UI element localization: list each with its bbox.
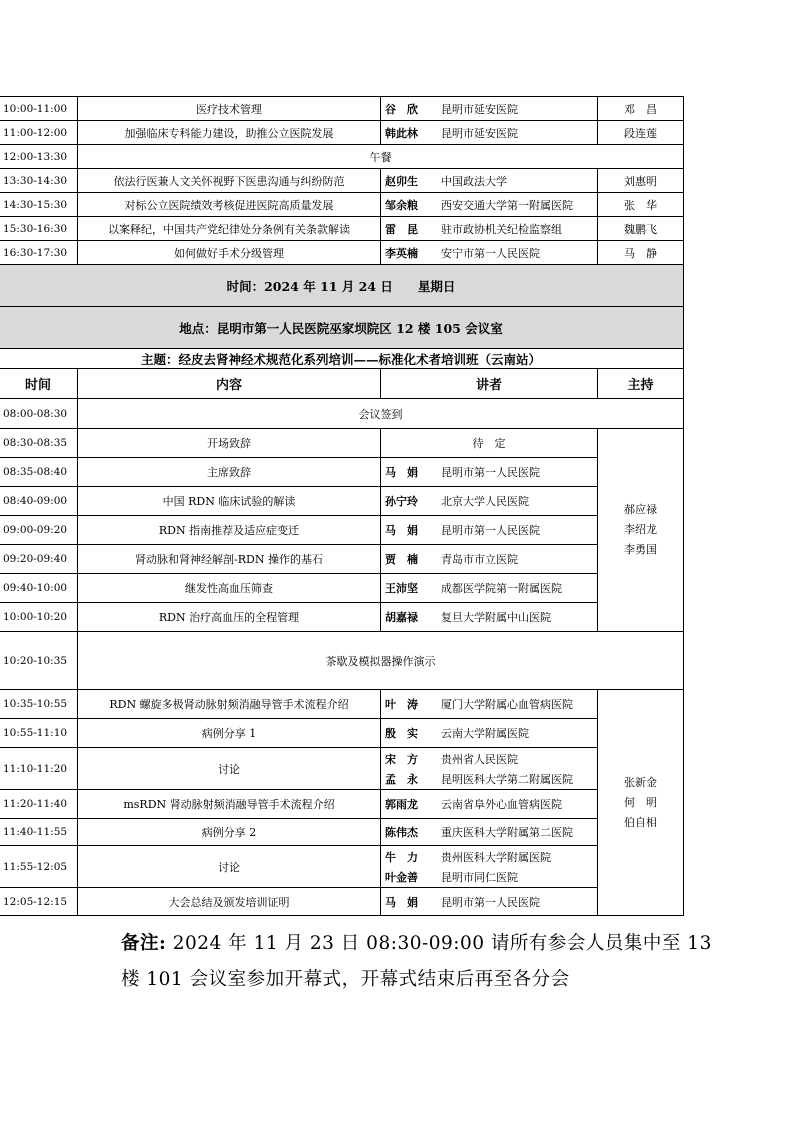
host-name: 李勇国 xyxy=(624,543,657,556)
speaker-name: 陈伟杰 xyxy=(385,826,418,839)
time-cell: 12:00-13:30 xyxy=(0,145,78,169)
host-name: 何 明 xyxy=(624,795,657,809)
content-cell: 依法行医兼人文关怀视野下医患沟通与纠纷防范 xyxy=(78,169,381,193)
speaker-org: 复旦大学附属中山医院 xyxy=(441,611,551,624)
speaker-cell xyxy=(381,888,598,916)
time-cell: 10:35-10:55 xyxy=(0,690,78,719)
content-cell: 继发性高血压筛查 xyxy=(78,574,381,603)
speaker-cell xyxy=(381,719,598,748)
speaker-cell xyxy=(381,487,598,516)
speaker-cell xyxy=(381,603,598,632)
table-row xyxy=(0,846,684,888)
time-cell: 14:30-15:30 xyxy=(0,193,78,217)
time-cell: 08:00-08:30 xyxy=(0,399,78,429)
header-host: 主持 xyxy=(598,369,684,399)
time-cell: 10:20-10:35 xyxy=(0,632,78,690)
remark-label: 备注: xyxy=(121,933,167,954)
time-cell: 11:10-11:20 xyxy=(0,748,78,790)
table-row xyxy=(0,399,684,429)
host-cell: 魏鹏飞 xyxy=(598,217,684,241)
speaker-org: 昆明医科大学第二附属医院 xyxy=(441,772,573,786)
tea-cell: 茶歇及模拟器操作演示 xyxy=(78,632,684,690)
speaker-cell xyxy=(381,241,598,265)
content-cell: 讨论 xyxy=(78,846,381,888)
host-cell: 邓 昌 xyxy=(598,97,684,121)
table-row xyxy=(0,97,684,121)
table-row xyxy=(0,545,684,574)
host-cell: 张 华 xyxy=(598,193,684,217)
host-cell: 刘惠明 xyxy=(598,169,684,193)
time-cell: 10:00-10:20 xyxy=(0,603,78,632)
speaker-name: 李英楠 xyxy=(385,246,418,260)
host-name: 伯自相 xyxy=(624,815,657,829)
content-cell: 如何做好手术分级管理 xyxy=(78,241,381,265)
speaker-org: 重庆医科大学附属第二医院 xyxy=(441,826,573,839)
speaker-org: 贵州省人民医院 xyxy=(441,752,518,766)
speaker-name: 牛 力 xyxy=(385,850,418,864)
table-row xyxy=(0,719,684,748)
content-cell: 中国 RDN 临床试验的解读 xyxy=(78,487,381,516)
host-cell: 马 静 xyxy=(598,241,684,265)
time-cell: 08:30-08:35 xyxy=(0,429,78,458)
content-cell: msRDN 肾动脉射频消融导管手术流程介绍 xyxy=(78,790,381,819)
time-cell: 09:40-10:00 xyxy=(0,574,78,603)
table-row xyxy=(0,458,684,487)
day-location: 地点：昆明市第一人民医院巫家坝院区 12 楼 105 会议室 xyxy=(0,307,684,349)
speaker-cell xyxy=(381,217,598,241)
speaker-cell xyxy=(381,790,598,819)
table-row xyxy=(0,121,684,145)
theme-row xyxy=(0,349,684,369)
table-row xyxy=(0,690,684,719)
day-location-row xyxy=(0,307,684,349)
speaker-name: 马 娟 xyxy=(385,895,418,909)
speaker-name: 王沛坚 xyxy=(385,582,418,595)
signin-cell: 会议签到 xyxy=(78,399,684,429)
host-name: 张新金 xyxy=(624,775,657,789)
speaker-cell xyxy=(381,121,598,145)
table-row xyxy=(0,748,684,790)
content-cell: 大会总结及颁发培训证明 xyxy=(78,888,381,916)
header-speaker: 讲者 xyxy=(381,369,598,399)
speaker-name: 胡嘉禄 xyxy=(385,611,418,624)
speaker-org: 昆明市同仁医院 xyxy=(441,870,518,884)
time-cell: 11:40-11:55 xyxy=(0,819,78,846)
speaker-org: 昆明市延安医院 xyxy=(441,102,518,116)
speaker-org: 昆明市延安医院 xyxy=(441,126,518,140)
speaker-org: 北京大学人民医院 xyxy=(441,495,529,508)
speaker-cell xyxy=(381,574,598,603)
speaker-org: 云南大学附属医院 xyxy=(441,727,529,740)
table-row xyxy=(0,603,684,632)
speaker-name: 贾 楠 xyxy=(385,553,418,566)
speaker-name: 叶金善 xyxy=(385,870,418,884)
time-cell: 10:00-11:00 xyxy=(0,97,78,121)
table-row xyxy=(0,193,684,217)
speaker-cell: 待 定 xyxy=(381,429,598,458)
table-row xyxy=(0,169,684,193)
time-cell: 11:55-12:05 xyxy=(0,846,78,888)
time-cell: 16:30-17:30 xyxy=(0,241,78,265)
content-cell: 开场致辞 xyxy=(78,429,381,458)
speaker-name: 孙宁玲 xyxy=(385,495,418,508)
time-cell: 11:00-12:00 xyxy=(0,121,78,145)
speaker-cell xyxy=(381,97,598,121)
speaker-cell xyxy=(381,545,598,574)
speaker-cell xyxy=(381,458,598,487)
speaker-cell xyxy=(381,193,598,217)
speaker-name: 宋 方 xyxy=(385,752,418,766)
content-cell: RDN 指南推荐及适应症变迁 xyxy=(78,516,381,545)
header-content: 内容 xyxy=(78,369,381,399)
speaker-cell xyxy=(381,748,598,790)
speaker-cell xyxy=(381,516,598,545)
host-cell xyxy=(598,690,684,916)
speaker-org: 青岛市市立医院 xyxy=(441,553,518,566)
header-row xyxy=(0,369,684,399)
host-name: 郝应禄 xyxy=(624,503,657,516)
table-row xyxy=(0,487,684,516)
speaker-org: 昆明市第一人民医院 xyxy=(441,524,540,537)
speaker-name: 赵卯生 xyxy=(385,174,418,188)
time-cell: 13:30-14:30 xyxy=(0,169,78,193)
speaker-name: 叶 涛 xyxy=(385,698,418,711)
speaker-name: 马 娟 xyxy=(385,466,418,479)
content-cell: 对标公立医院绩效考核促进医院高质量发展 xyxy=(78,193,381,217)
content-cell: RDN 治疗高血压的全程管理 xyxy=(78,603,381,632)
time-cell: 08:35-08:40 xyxy=(0,458,78,487)
content-cell: 肾动脉和肾神经解剖-RDN 操作的基石 xyxy=(78,545,381,574)
speaker-org: 贵州医科大学附属医院 xyxy=(441,850,551,864)
host-cell xyxy=(598,429,684,632)
schedule-table xyxy=(0,96,684,916)
table-row xyxy=(0,632,684,690)
speaker-name: 雷 昆 xyxy=(385,222,418,236)
speaker-cell xyxy=(381,846,598,888)
content-cell: 医疗技术管理 xyxy=(78,97,381,121)
table-row xyxy=(0,790,684,819)
theme-title: 主题：经皮去肾神经术规范化系列培训——标准化术者培训班（云南站） xyxy=(0,349,684,369)
content-cell: 加强临床专科能力建设，助推公立医院发展 xyxy=(78,121,381,145)
table-row xyxy=(0,145,684,169)
table-row xyxy=(0,819,684,846)
speaker-org: 昆明市第一人民医院 xyxy=(441,466,540,479)
speaker-cell xyxy=(381,690,598,719)
speaker-org: 厦门大学附属心血管病医院 xyxy=(441,698,573,711)
remark-note xyxy=(121,926,721,998)
speaker-name: 邹余粮 xyxy=(385,198,418,212)
speaker-cell xyxy=(381,819,598,846)
time-cell: 11:20-11:40 xyxy=(0,790,78,819)
table-row xyxy=(0,241,684,265)
speaker-name: 韩此林 xyxy=(385,126,418,140)
table-row xyxy=(0,888,684,916)
content-cell: 以案释纪，中国共产党纪律处分条例有关条款解读 xyxy=(78,217,381,241)
speaker-org: 昆明市第一人民医院 xyxy=(441,895,540,909)
speaker-org: 西安交通大学第一附属医院 xyxy=(441,198,573,212)
speaker-org: 安宁市第一人民医院 xyxy=(441,246,540,260)
speaker-name: 孟 永 xyxy=(385,772,418,786)
table-row xyxy=(0,574,684,603)
time-cell: 15:30-16:30 xyxy=(0,217,78,241)
time-cell: 10:55-11:10 xyxy=(0,719,78,748)
table-row xyxy=(0,429,684,458)
lunch-cell: 午餐 xyxy=(78,145,684,169)
time-cell: 08:40-09:00 xyxy=(0,487,78,516)
host-name: 李绍龙 xyxy=(624,523,657,536)
speaker-name: 马 娟 xyxy=(385,524,418,537)
time-cell: 12:05-12:15 xyxy=(0,888,78,916)
content-cell: 主席致辞 xyxy=(78,458,381,487)
header-time: 时间 xyxy=(0,369,78,399)
speaker-org: 驻市政协机关纪检监察组 xyxy=(441,222,562,236)
day-time: 时间：2024 年 11 月 24 日 星期日 xyxy=(0,265,684,307)
content-cell: RDN 螺旋多极肾动脉射频消融导管手术流程介绍 xyxy=(78,690,381,719)
table-row xyxy=(0,516,684,545)
day-time-row xyxy=(0,265,684,307)
speaker-name: 谷 欣 xyxy=(385,102,418,116)
content-cell: 病例分享 1 xyxy=(78,719,381,748)
time-cell: 09:20-09:40 xyxy=(0,545,78,574)
speaker-org: 成都医学院第一附属医院 xyxy=(441,582,562,595)
content-cell: 病例分享 2 xyxy=(78,819,381,846)
time-cell: 09:00-09:20 xyxy=(0,516,78,545)
speaker-name: 郭雨龙 xyxy=(385,798,418,811)
speaker-cell xyxy=(381,169,598,193)
speaker-name: 殷 实 xyxy=(385,727,418,740)
speaker-org: 中国政法大学 xyxy=(441,174,507,188)
host-cell: 段连莲 xyxy=(598,121,684,145)
table-row xyxy=(0,217,684,241)
content-cell: 讨论 xyxy=(78,748,381,790)
speaker-org: 云南省阜外心血管病医院 xyxy=(441,798,562,811)
remark-text: 2024 年 11 月 23 日 08:30-09:00 请所有参会人员集中至 13 楼 101 会议室参加开幕式，开幕式结束后再至各分会 xyxy=(121,933,712,990)
